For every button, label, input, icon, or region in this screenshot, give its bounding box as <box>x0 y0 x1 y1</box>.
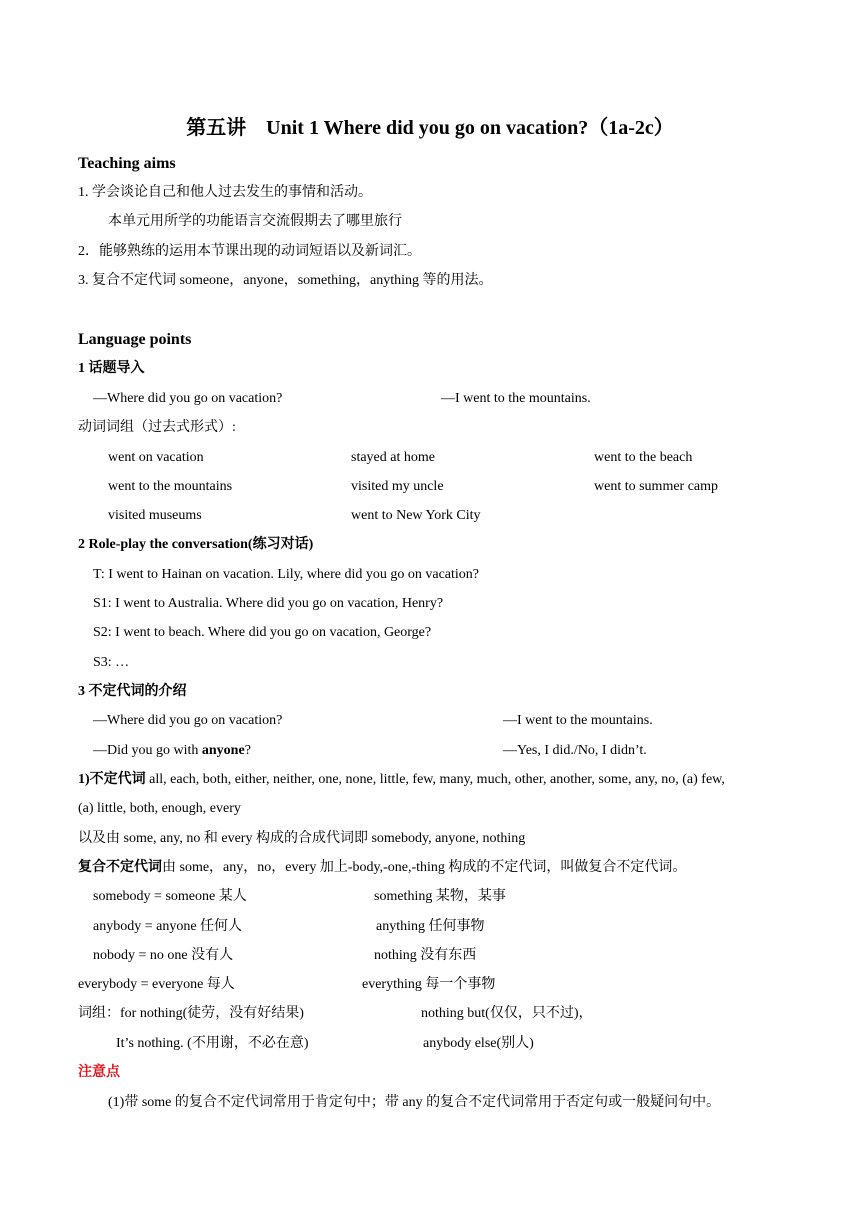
phrase-line: It’s nothing. (不用谢，不必在意) <box>116 1036 309 1051</box>
pronoun-pair: anybody = anyone 任何人 <box>93 919 243 934</box>
text-run: —Did you go with <box>93 743 202 758</box>
pronoun-pair: nothing 没有东西 <box>374 948 477 963</box>
pronoun-pair: something 某物，某事 <box>374 889 506 904</box>
pronoun-pair: anything 任何事物 <box>376 919 485 934</box>
dialogue-line: S1: I went to Australia. Where did you go on vacation, Henry? <box>93 596 444 611</box>
text-run: ? <box>244 743 251 758</box>
definition-line: (a) little, both, enough, every <box>78 801 241 816</box>
phrase-cell: went on vacation <box>108 450 204 465</box>
pronoun-pair: somebody = someone 某人 <box>93 889 247 904</box>
section-heading: 2 Role-play the conversation(练习对话) <box>78 537 314 552</box>
dialogue-line: T: I went to Hainan on vacation. Lily, where did you go on vacation? <box>93 567 480 582</box>
dialogue-line: —I went to the mountains. <box>441 391 591 406</box>
compound-text: 由 some，any，no，every 加上-body,-one,-thing 构成的不定代词，叫做复合不定代词。 <box>162 860 687 875</box>
language-points-heading: Language points <box>78 331 192 348</box>
phrase-cell: went to the mountains <box>108 479 233 494</box>
pronoun-pair: nobody = no one 没有人 <box>93 948 234 963</box>
phrase-cell: went to New York City <box>351 508 481 523</box>
dialogue-line: —Yes, I did./No, I didn’t. <box>503 743 647 758</box>
section-heading: 1 话题导入 <box>78 361 145 376</box>
bold-word: anyone <box>201 743 245 758</box>
note-heading: 注意点 <box>78 1065 120 1080</box>
definition-text: all, each, both, either, neither, one, none, little, few, many, much, other, another, some, any, no, (a) few, <box>145 772 725 787</box>
phrase-cell: stayed at home <box>351 450 435 465</box>
phrase-label: 动词词组（过去式形式）: <box>78 420 236 435</box>
phrase-cell: went to summer camp <box>594 479 719 494</box>
aim-item: 2．能够熟练的运用本节课出现的动词短语以及新词汇。 <box>78 244 421 259</box>
dialogue-line: —I went to the mountains. <box>503 713 653 728</box>
phrase-cell: visited museums <box>108 508 202 523</box>
aim-item: 3. 复合不定代词 someone，anyone，something，anything 等的用法。 <box>78 273 493 288</box>
phrase-line: 词组：for nothing(徒劳，没有好结果) <box>78 1006 304 1021</box>
page-title: 第五讲 Unit 1 Where did you go on vacation?（1a-2c） <box>186 117 674 139</box>
section-heading: 3 不定代词的介绍 <box>78 684 187 699</box>
aim-item: 本单元用所学的功能语言交流假期去了哪里旅行 <box>108 214 402 229</box>
teaching-aims-heading: Teaching aims <box>78 155 176 172</box>
pronoun-pair: everything 每一个事物 <box>362 977 496 992</box>
note-text: (1)带 some 的复合不定代词常用于肯定句中；带 any 的复合不定代词常用于否定句或一般疑问句中。 <box>108 1095 721 1110</box>
compound-label: 复合不定代词 <box>78 860 162 875</box>
dialogue-line: S3: … <box>93 655 130 670</box>
dialogue-line <box>93 742 251 760</box>
dialogue-line: —Where did you go on vacation? <box>93 713 283 728</box>
aim-item: 1. 学会谈论自己和他人过去发生的事情和活动。 <box>78 185 372 200</box>
definition-line <box>78 771 725 789</box>
definition-line: 以及由 some, any, no 和 every 构成的合成代词即 somebody, anyone, nothing <box>78 831 526 846</box>
pronoun-pair: everybody = everyone 每人 <box>78 977 235 992</box>
definition-label: 1)不定代词 <box>78 772 146 787</box>
definition-line <box>78 859 686 877</box>
dialogue-line: —Where did you go on vacation? <box>93 391 283 406</box>
phrase-line: anybody else(别人) <box>423 1036 534 1051</box>
dialogue-line: S2: I went to beach. Where did you go on vacation, George? <box>93 625 432 640</box>
phrase-cell: went to the beach <box>594 450 693 465</box>
phrase-cell: visited my uncle <box>351 479 444 494</box>
phrase-line: nothing but(仅仅，只不过)， <box>421 1006 593 1021</box>
